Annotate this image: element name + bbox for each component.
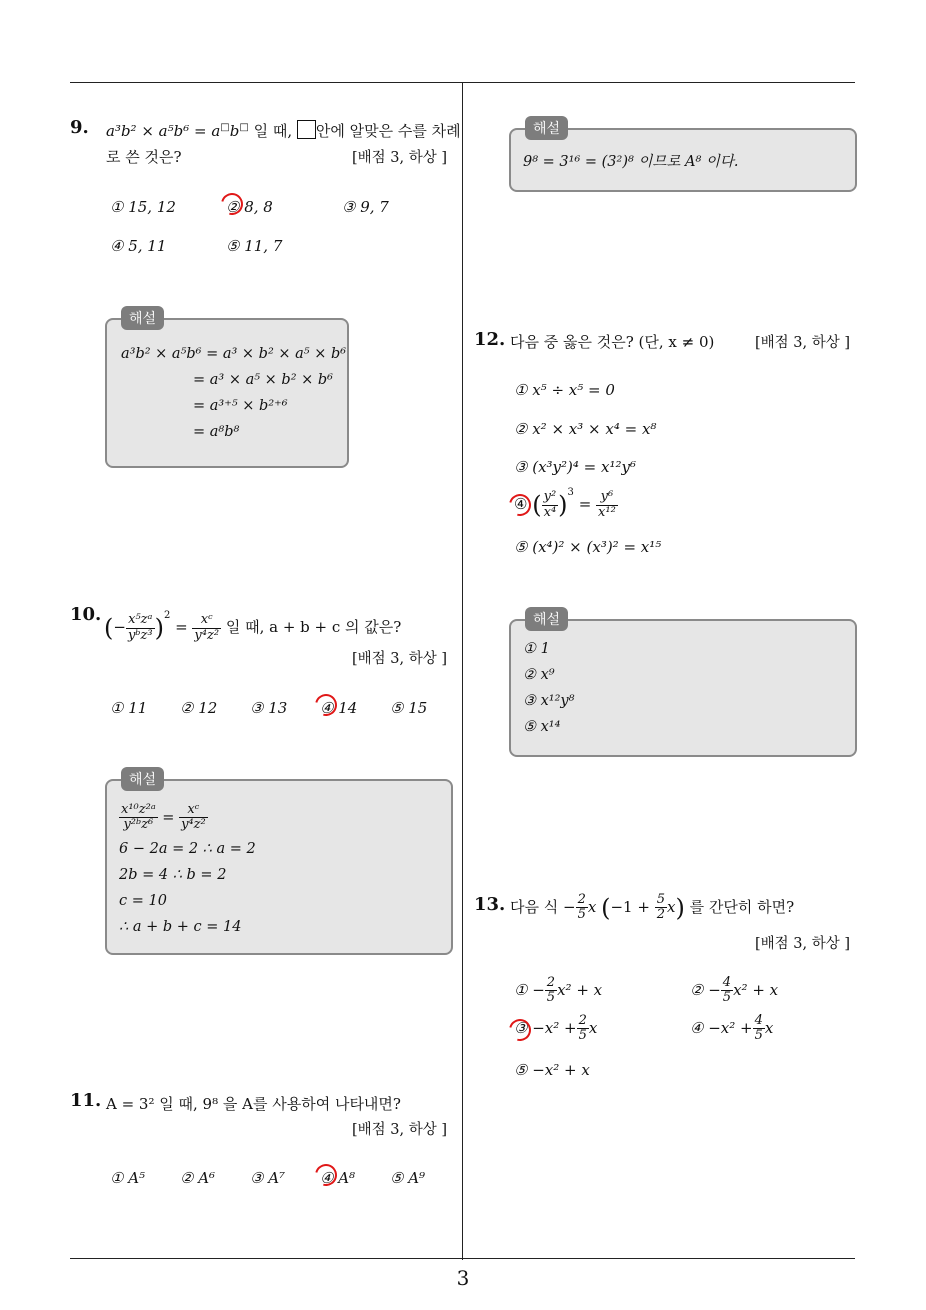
column-divider [462, 83, 463, 1260]
question-text-line2: 로 쓴 것은? [106, 148, 182, 166]
option-2[interactable]: ② − $\frac{4}{5}$ x² + x [690, 975, 779, 1006]
q11-solution-box [509, 121, 857, 192]
question-number: 10. [70, 604, 102, 625]
solution-box [509, 612, 857, 757]
option-3[interactable]: ③ (x³y²)⁴ = x¹²y⁶ [514, 458, 636, 476]
option-1[interactable]: ① A⁵ [110, 1169, 146, 1187]
option-5[interactable]: ⑤ 15 [390, 699, 428, 717]
option-5[interactable]: ⑤ 11, 7 [226, 237, 283, 255]
question-number: 12. [474, 329, 506, 350]
option-2[interactable]: ② 8, 8 [226, 198, 273, 216]
question-text: 다음 식 − $\frac{2}{5}$ x (−1 + $\frac{5}{2}$ x) 를 간단히 하면? [510, 892, 795, 923]
fraction: $\frac{\text{x⁵zᵃ}}{\text{yᵇz³}}$ [127, 612, 153, 643]
option-5[interactable]: ⑤ −x² + x [514, 1061, 590, 1079]
text: 안에 알맞은 수를 차례 [315, 122, 461, 140]
solution-line: ② x⁹ [523, 667, 555, 683]
option-5[interactable]: ⑤ A⁹ [390, 1169, 426, 1187]
solution-fraction-line: $\frac{\text{x¹⁰z²ᵃ}}{\text{y²ᵇz⁶}}$ = $\frac{\text{xᶜ}}{\text{y⁴z²}}$ [121, 802, 206, 833]
solution-line: = a³⁺⁵ × b²⁺⁶ [193, 398, 288, 414]
solution-line: ∴ a + b + c = 14 [119, 919, 242, 935]
text: 일 때, [248, 122, 293, 140]
solution-tag: 해설 [121, 767, 164, 791]
option-5[interactable]: ⑤ (x⁴)² × (x³)² = x¹⁵ [514, 538, 662, 556]
solution-line: = a³ × a⁵ × b² × b⁶ [193, 372, 333, 388]
question-text: 다음 중 옳은 것은? (단, x ≠ 0) [510, 333, 715, 351]
expr: b [229, 122, 240, 140]
score-meta: [배점 3, 하상 ] [352, 150, 448, 166]
solution-box [105, 311, 349, 468]
option-3[interactable]: ③ −x² + $\frac{2}{5}$ x [514, 1013, 598, 1044]
question-text: a³b² × a⁵b⁶ = a□b□ 일 때, 안에 알맞은 수를 차례 [106, 122, 461, 140]
option-1[interactable]: ① 15, 12 [110, 198, 176, 216]
solution-box [105, 772, 453, 955]
blank-box-icon [297, 120, 316, 139]
page-number: 3 [456, 1266, 470, 1290]
solution-line: a³b² × a⁵b⁶ = a³ × b² × a⁵ × b⁶ [121, 346, 347, 362]
score-meta: [배점 3, 하상 ] [755, 936, 851, 952]
solution-line: ③ x¹²y⁸ [523, 693, 575, 709]
option-3[interactable]: ③ 9, 7 [342, 198, 389, 216]
question-number: 9. [70, 117, 89, 138]
question-number: 13. [474, 894, 506, 915]
score-meta: [배점 3, 하상 ] [755, 335, 851, 351]
option-3[interactable]: ③ A⁷ [250, 1169, 286, 1187]
question-text: (− $\frac{\text{x⁵zᵃ}}{\text{yᵇz³}}$ )$^2$ = $\frac{\text{xᶜ}}{\text{y⁴z²}}$ 일 때, a + b + c 의 값은? [104, 610, 402, 643]
option-4[interactable]: ④ ( $\frac{\text{y²}}{\text{x⁴}}$ )$^3$ = $\frac{\text{y⁶}}{\text{x¹²}}$ [514, 487, 616, 520]
solution-tag: 해설 [525, 116, 568, 140]
solution-line: 9⁸ = 3¹⁶ = (3²)⁸ 이므로 A⁸ 이다. [523, 154, 739, 170]
option-2[interactable]: ② x² × x³ × x⁴ = x⁸ [514, 420, 657, 438]
solution-tag: 해설 [121, 306, 164, 330]
option-2[interactable]: ② 12 [180, 699, 218, 717]
solution-tag: 해설 [525, 607, 568, 631]
question-number: 11. [70, 1090, 102, 1111]
text: 일 때, a + b + c 의 값은? [225, 618, 402, 636]
option-3[interactable]: ③ 13 [250, 699, 288, 717]
score-meta: [배점 3, 하상 ] [352, 651, 448, 667]
solution-line: ⑤ x¹⁴ [523, 719, 561, 735]
solution-line: 2b = 4 ∴ b = 2 [119, 867, 227, 883]
question-text: A = 3² 일 때, 9⁸ 을 A를 사용하여 나타내면? [106, 1095, 401, 1113]
expr: a³b² × a⁵b⁶ = a [106, 122, 221, 140]
option-2[interactable]: ② A⁶ [180, 1169, 216, 1187]
solution-line: ① 1 [523, 641, 550, 657]
fraction: $\frac{\text{xᶜ}}{\text{y⁴z²}}$ [194, 612, 220, 643]
solution-line: 6 − 2a = 2 ∴ a = 2 [119, 841, 256, 857]
option-4[interactable]: ④ 5, 11 [110, 237, 167, 255]
option-1[interactable]: ① x⁵ ÷ x⁵ = 0 [514, 381, 615, 399]
solution-line: = a⁸b⁸ [193, 424, 240, 440]
option-4[interactable]: ④ −x² + $\frac{4}{5}$ x [690, 1013, 774, 1044]
option-1[interactable]: ① 11 [110, 699, 148, 717]
option-4[interactable]: ④ A⁸ [320, 1169, 356, 1187]
score-meta: [배점 3, 하상 ] [352, 1122, 448, 1138]
bottom-rule [70, 1258, 855, 1259]
option-1[interactable]: ① − $\frac{2}{5}$ x² + x [514, 975, 603, 1006]
solution-line: c = 10 [119, 893, 167, 909]
option-4[interactable]: ④ 14 [320, 699, 358, 717]
